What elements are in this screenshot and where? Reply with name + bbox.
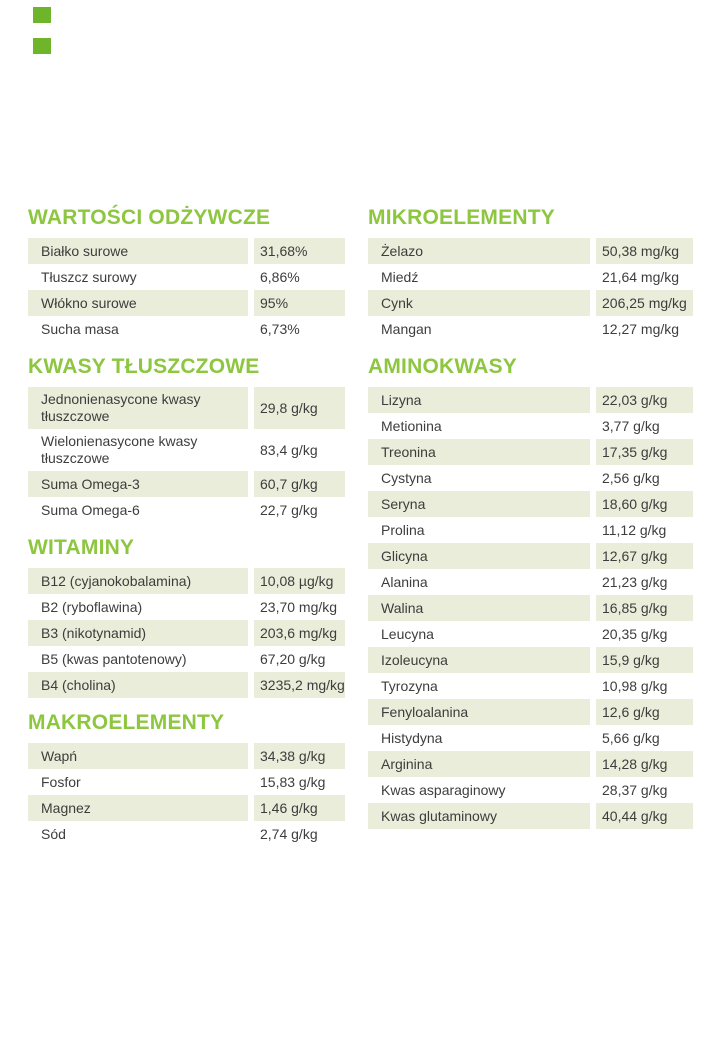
- row-label: Leucyna: [381, 625, 434, 642]
- row-label: B5 (kwas pantotenowy): [41, 650, 187, 667]
- table-row: [28, 672, 345, 698]
- section-table: [368, 387, 693, 829]
- section-table: [368, 238, 693, 342]
- row-value: 29,8 g/kg: [254, 387, 345, 429]
- row-value: 2,74 g/kg: [260, 825, 318, 842]
- table-row: [28, 264, 345, 290]
- section-title: WITAMINY: [28, 536, 135, 559]
- row-value: 10,98 g/kg: [602, 677, 668, 694]
- table-row: [368, 647, 693, 673]
- table-row: [28, 290, 345, 316]
- table-row: [368, 316, 693, 342]
- nutrition-section: [28, 206, 345, 342]
- row-label: Tyrozyna: [381, 677, 438, 694]
- row-label: B2 (ryboflawina): [41, 598, 143, 615]
- row-value: 6,73%: [260, 320, 300, 337]
- table-row: [28, 646, 345, 672]
- row-value: 23,70 mg/kg: [260, 598, 338, 615]
- section-title: WARTOŚCI ODŻYWCZE: [28, 206, 271, 229]
- nutrition-section: [368, 355, 693, 829]
- row-value: 21,23 g/kg: [602, 573, 668, 590]
- section-table: [28, 568, 345, 698]
- row-value: 28,37 g/kg: [602, 781, 668, 798]
- row-label: Miedź: [381, 268, 419, 285]
- section-title: MAKROELEMENTY: [28, 711, 225, 734]
- row-value: 67,20 g/kg: [260, 650, 326, 667]
- table-row: [368, 543, 693, 569]
- row-label: B3 (nikotynamid): [28, 620, 248, 646]
- row-value: 60,7 g/kg: [254, 471, 345, 497]
- row-label: Sucha masa: [41, 320, 119, 337]
- row-value: 10,08 µg/kg: [254, 568, 345, 594]
- row-value: 17,35 g/kg: [596, 439, 693, 465]
- right-column: [368, 206, 693, 829]
- row-label: Izoleucyna: [368, 647, 590, 673]
- nutrition-section: [28, 355, 345, 523]
- table-row: [28, 769, 345, 795]
- table-row: [28, 471, 345, 497]
- table-row: [368, 673, 693, 699]
- table-row: [368, 595, 693, 621]
- row-label: Seryna: [368, 491, 590, 517]
- table-row: [368, 621, 693, 647]
- section-table: [28, 387, 345, 523]
- table-row: [368, 751, 693, 777]
- table-row: [368, 569, 693, 595]
- section-title: AMINOKWASY: [368, 355, 517, 378]
- row-label: B12 (cyjanokobalamina): [28, 568, 248, 594]
- row-value: 18,60 g/kg: [596, 491, 693, 517]
- row-label: Cynk: [368, 290, 590, 316]
- row-label: Walina: [368, 595, 590, 621]
- row-value: 22,7 g/kg: [260, 501, 318, 518]
- table-row: [368, 264, 693, 290]
- row-value: 22,03 g/kg: [596, 387, 693, 413]
- row-value: 6,86%: [260, 268, 300, 285]
- row-value: 34,38 g/kg: [254, 743, 345, 769]
- row-value: 3,77 g/kg: [602, 417, 660, 434]
- table-row: [28, 387, 345, 429]
- row-label: Białko surowe: [28, 238, 248, 264]
- green-square-decor: [33, 38, 51, 54]
- table-row: [368, 699, 693, 725]
- row-value: 1,46 g/kg: [254, 795, 345, 821]
- table-row: [368, 290, 693, 316]
- row-label: Tłuszcz surowy: [41, 268, 137, 285]
- row-label: Glicyna: [368, 543, 590, 569]
- row-label: Metionina: [381, 417, 442, 434]
- row-label: Włókno surowe: [28, 290, 248, 316]
- row-value: 12,67 g/kg: [596, 543, 693, 569]
- row-label: Histydyna: [381, 729, 443, 746]
- row-value: 11,12 g/kg: [602, 521, 667, 538]
- row-label: Suma Omega-3: [28, 471, 248, 497]
- table-row: [368, 465, 693, 491]
- table-row: [368, 491, 693, 517]
- row-value: 83,4 g/kg: [260, 441, 318, 458]
- row-label: Treonina: [368, 439, 590, 465]
- table-row: [28, 594, 345, 620]
- left-column: [28, 206, 345, 847]
- section-table: [28, 743, 345, 847]
- row-label: Magnez: [28, 795, 248, 821]
- row-value: 16,85 g/kg: [596, 595, 693, 621]
- row-label: Fenyloalanina: [368, 699, 590, 725]
- row-value: 15,83 g/kg: [260, 773, 326, 790]
- row-label: Sód: [41, 825, 66, 842]
- green-square-decor: [33, 7, 51, 23]
- table-row: [368, 803, 693, 829]
- table-row: [28, 795, 345, 821]
- section-table: [28, 238, 345, 342]
- row-label: Prolina: [381, 521, 425, 538]
- row-value: 50,38 mg/kg: [596, 238, 693, 264]
- row-value: 14,28 g/kg: [596, 751, 693, 777]
- row-label: Kwas asparaginowy: [381, 781, 506, 798]
- row-value: 15,9 g/kg: [596, 647, 693, 673]
- row-label: Cystyna: [381, 469, 432, 486]
- table-row: [368, 413, 693, 439]
- row-value: 3235,2 mg/kg: [254, 672, 345, 698]
- row-label: Wielonienasycone kwasy tłuszczowe: [41, 433, 198, 466]
- row-value: 12,27 mg/kg: [602, 320, 680, 337]
- row-value: 31,68%: [254, 238, 345, 264]
- table-row: [28, 238, 345, 264]
- row-value: 20,35 g/kg: [602, 625, 668, 642]
- table-row: [368, 387, 693, 413]
- table-row: [368, 517, 693, 543]
- row-label: Mangan: [381, 320, 432, 337]
- table-row: [28, 316, 345, 342]
- row-label: Żelazo: [368, 238, 590, 264]
- nutrition-section: [28, 536, 345, 698]
- table-row: [28, 743, 345, 769]
- row-value: 95%: [254, 290, 345, 316]
- row-value: 5,66 g/kg: [602, 729, 660, 746]
- row-label: B4 (cholina): [28, 672, 248, 698]
- table-row: [368, 439, 693, 465]
- row-label: Kwas glutaminowy: [368, 803, 590, 829]
- row-value: 21,64 mg/kg: [602, 268, 680, 285]
- table-row: [368, 777, 693, 803]
- row-label: Jednonienasycone kwasy tłuszczowe: [28, 387, 248, 429]
- row-label: Suma Omega-6: [41, 501, 140, 518]
- section-title: MIKROELEMENTY: [368, 206, 555, 229]
- table-row: [28, 821, 345, 847]
- row-label: Lizyna: [368, 387, 590, 413]
- row-value: 12,6 g/kg: [596, 699, 693, 725]
- table-row: [28, 429, 345, 471]
- table-row: [28, 620, 345, 646]
- table-row: [368, 725, 693, 751]
- table-row: [28, 497, 345, 523]
- nutrition-section: [368, 206, 693, 342]
- row-value: 40,44 g/kg: [596, 803, 693, 829]
- row-label: Arginina: [368, 751, 590, 777]
- row-value: 203,6 mg/kg: [254, 620, 345, 646]
- row-label: Alanina: [381, 573, 428, 590]
- row-value: 2,56 g/kg: [602, 469, 660, 486]
- table-row: [28, 568, 345, 594]
- section-title: KWASY TŁUSZCZOWE: [28, 355, 260, 378]
- row-label: Fosfor: [41, 773, 81, 790]
- table-row: [368, 238, 693, 264]
- row-label: Wapń: [28, 743, 248, 769]
- row-value: 206,25 mg/kg: [596, 290, 693, 316]
- nutrition-section: [28, 711, 345, 847]
